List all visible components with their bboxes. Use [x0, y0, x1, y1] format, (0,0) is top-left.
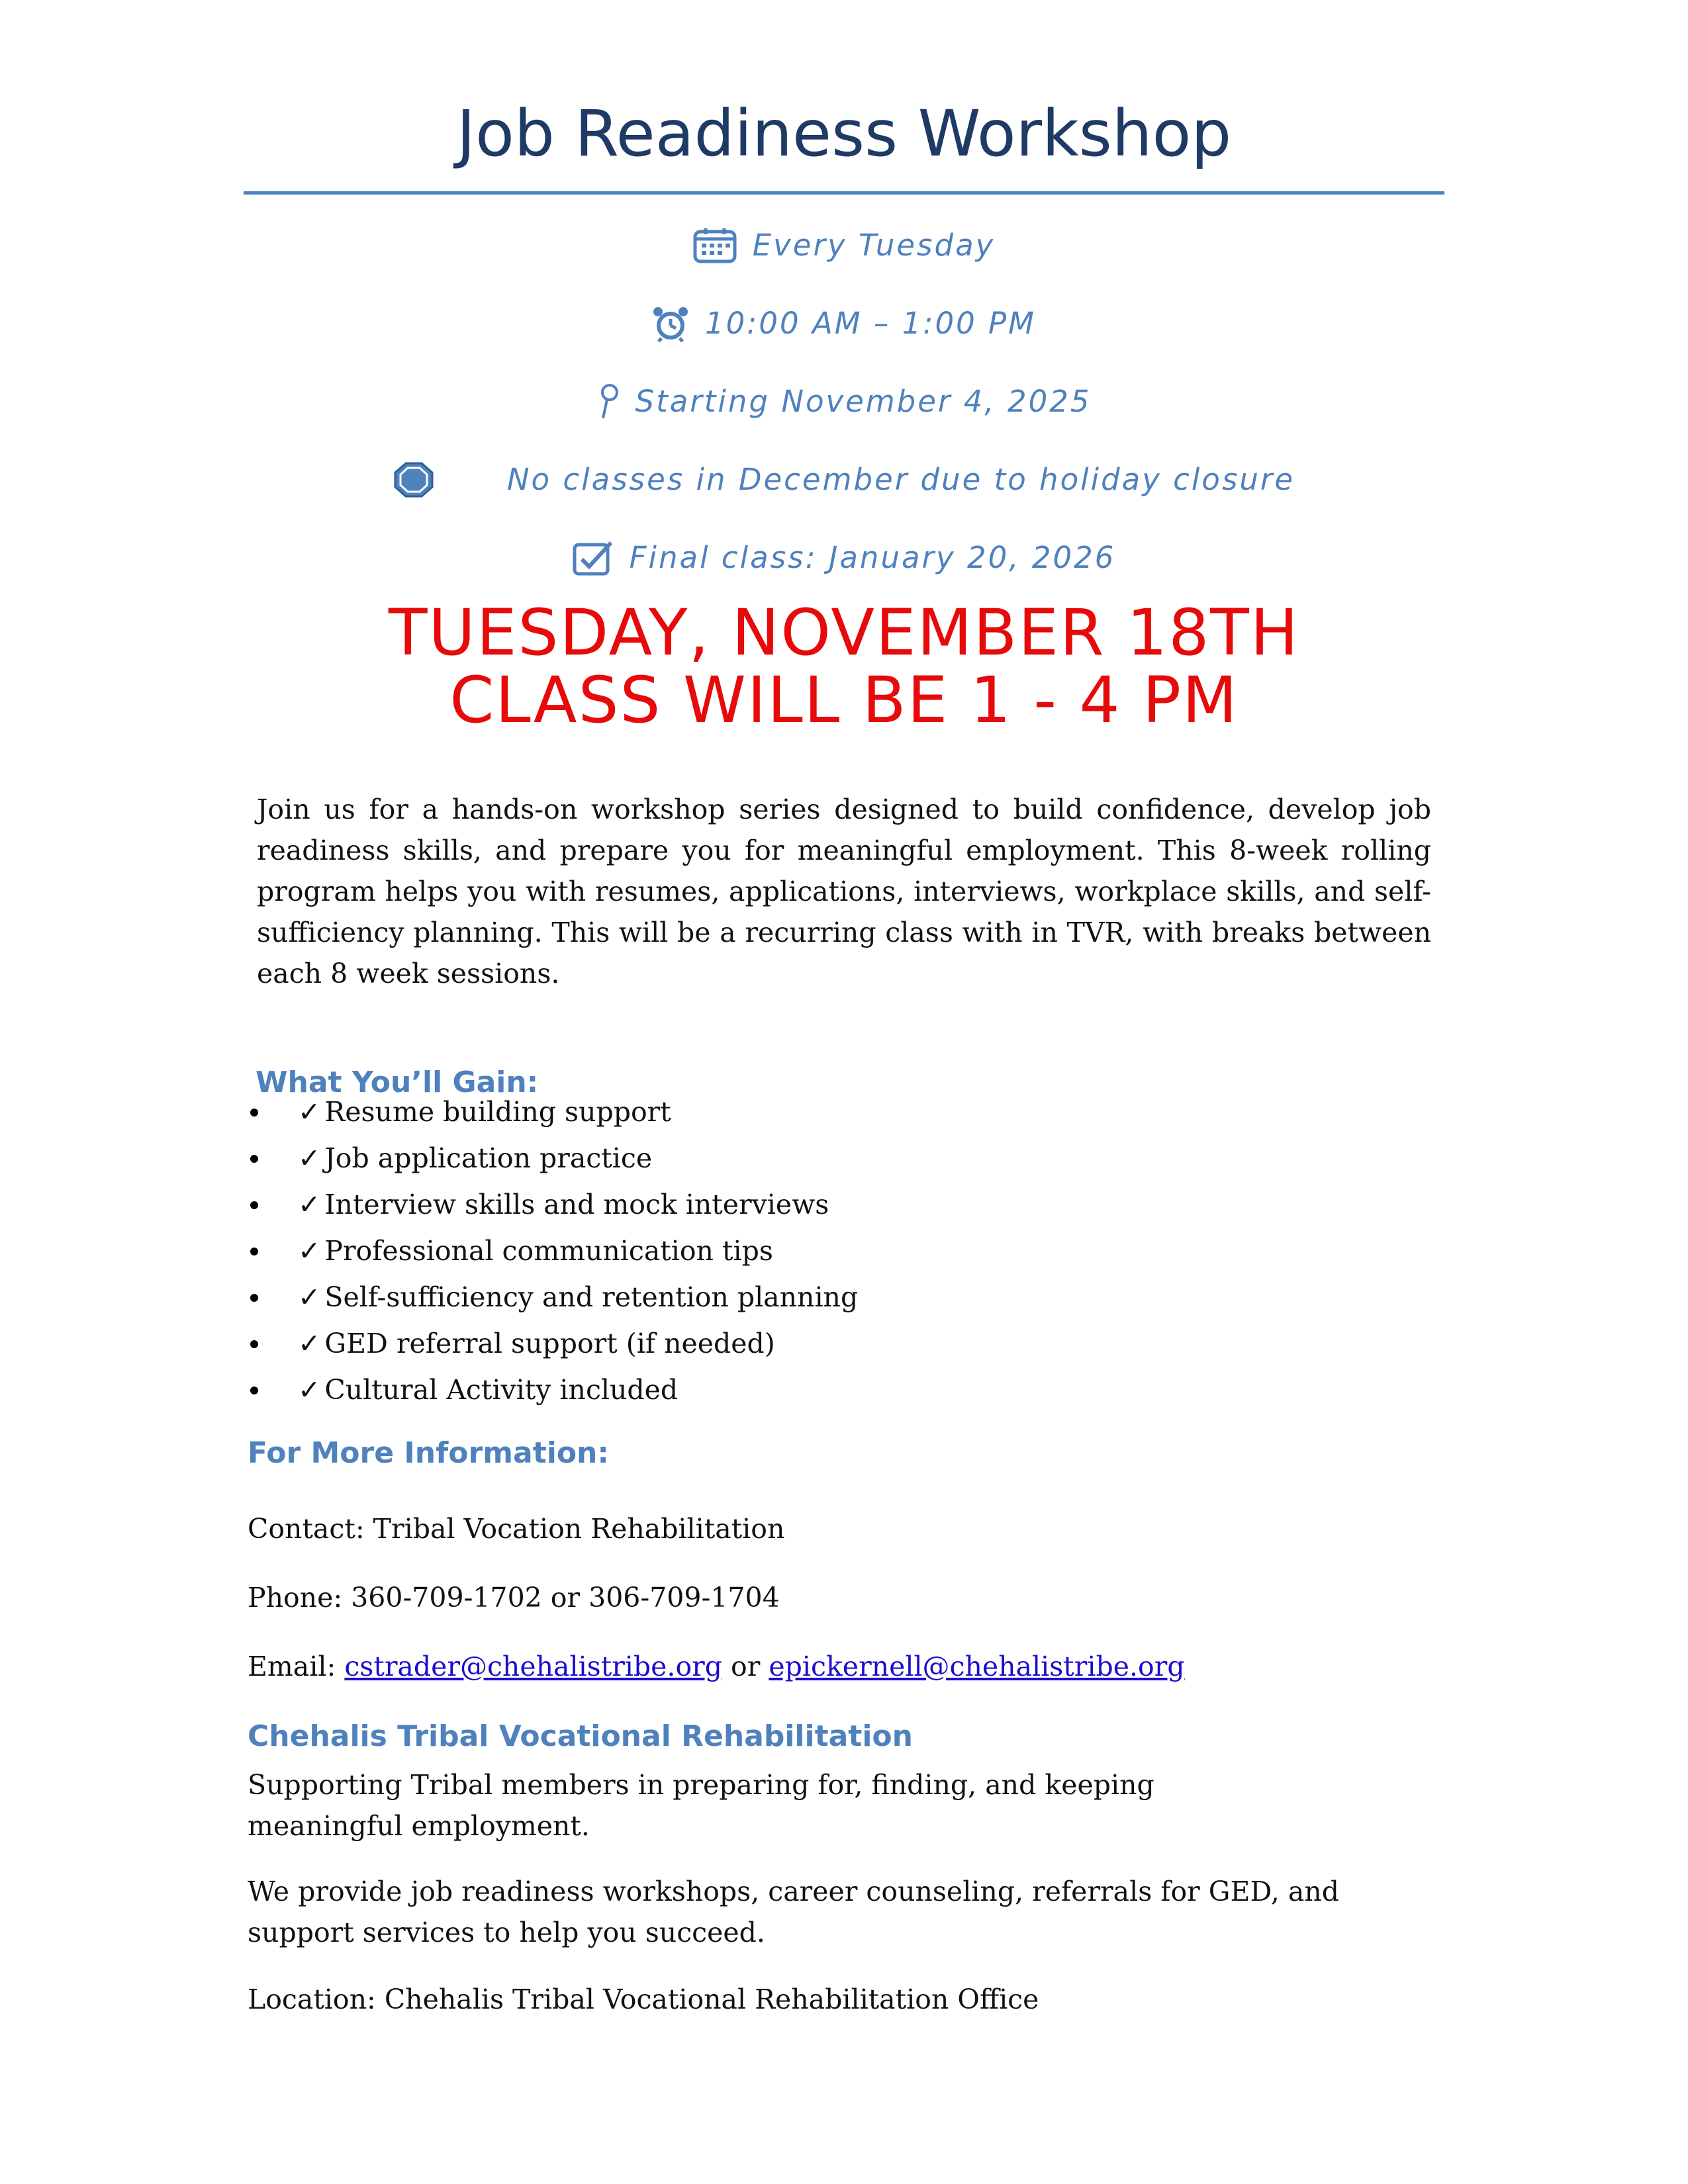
email-line [248, 1646, 1426, 1687]
phone-line: Phone: 360-709-1702 or 306-709-1704 [248, 1582, 780, 1614]
list-item: ✓ GED referral support (if needed) [246, 1320, 858, 1367]
email-or: or [731, 1651, 761, 1682]
checkmark-icon: ✓ [298, 1235, 321, 1267]
pushpin-icon [597, 383, 620, 421]
email-label: Email: [248, 1651, 336, 1682]
schedule-time-text: 10:00 AM – 1:00 PM [704, 306, 1037, 341]
schedule-day-text: Every Tuesday [752, 228, 996, 263]
checkmark-icon: ✓ [298, 1374, 321, 1406]
about-paragraph-2: We provide job readiness workshops, career counseling, referrals for GED, and support services to help you succeed. [248, 1876, 1340, 1948]
bullet-icon [250, 1248, 258, 1255]
calendar-icon [693, 228, 737, 263]
notice-line-1: TUESDAY, NOVEMBER 18TH [388, 596, 1300, 670]
schedule-final [0, 535, 1688, 579]
bullet-icon [250, 1201, 258, 1209]
about-heading: Chehalis Tribal Vocational Rehabilitation [248, 1719, 913, 1753]
checkmark-icon: ✓ [298, 1189, 321, 1220]
notice-line-2: CLASS WILL BE 1 - 4 PM [449, 663, 1239, 737]
gain-list [246, 1089, 858, 1413]
list-item: ✓ Cultural Activity included [246, 1367, 858, 1413]
gain-heading: What You’ll Gain: [256, 1066, 539, 1099]
schedule-december-text: No classes in December due to holiday closure [506, 462, 1295, 497]
checkmark-icon: ✓ [298, 1142, 321, 1174]
checkbox-icon [573, 539, 614, 576]
list-item: ✓ Interview skills and mock interviews [246, 1181, 858, 1228]
stop-sign-icon [393, 461, 434, 498]
schedule-day [0, 222, 1688, 267]
checkmark-icon: ✓ [298, 1281, 321, 1313]
list-item: ✓ Job application practice [246, 1135, 858, 1181]
schedule-december-note [0, 457, 1688, 501]
bullet-icon [250, 1155, 258, 1163]
checkmark-icon: ✓ [298, 1328, 321, 1359]
bullet-icon [250, 1109, 258, 1116]
bullet-icon [250, 1294, 258, 1302]
schedule-start [0, 379, 1688, 423]
page-title: Job Readiness Workshop [456, 97, 1232, 171]
location-line: Location: Chehalis Tribal Vocational Rehabilitation Office [248, 1983, 1039, 2015]
email-link-cstrader[interactable]: cstrader@chehalistribe.org [344, 1651, 722, 1682]
schedule-time [0, 300, 1688, 345]
email-link-epickernell[interactable]: epickernell@chehalistribe.org [769, 1651, 1185, 1682]
bullet-icon [250, 1387, 258, 1394]
more-info-heading: For More Information: [248, 1436, 609, 1470]
schedule-start-text: Starting November 4, 2025 [635, 384, 1092, 419]
checkmark-icon: ✓ [298, 1096, 321, 1128]
alarm-clock-icon [652, 305, 689, 342]
intro-paragraph: Join us for a hands-on workshop series designed to build confidence, develop job readiness skills, and prepare you for meaningful employment. This 8-week rolling program helps you with resumes, applications, interviews, workplace skills, and self-sufficiency planning. This will be a recurring class with in TVR, with breaks between each 8 week sessions. [257, 794, 1431, 989]
list-item: ✓ Self-sufficiency and retention planning [246, 1274, 858, 1320]
schedule-change-notice [0, 596, 1688, 737]
about-paragraph-1: Supporting Tribal members in preparing for, finding, and keeping meaningful employment. [248, 1769, 1154, 1842]
contact-line: Contact: Tribal Vocation Rehabilitation [248, 1513, 785, 1545]
bullet-icon [250, 1340, 258, 1348]
list-item: ✓ Resume building support [246, 1089, 858, 1135]
schedule-final-text: Final class: January 20, 2026 [629, 540, 1116, 575]
list-item: ✓ Professional communication tips [246, 1228, 858, 1274]
title-divider [244, 191, 1444, 195]
